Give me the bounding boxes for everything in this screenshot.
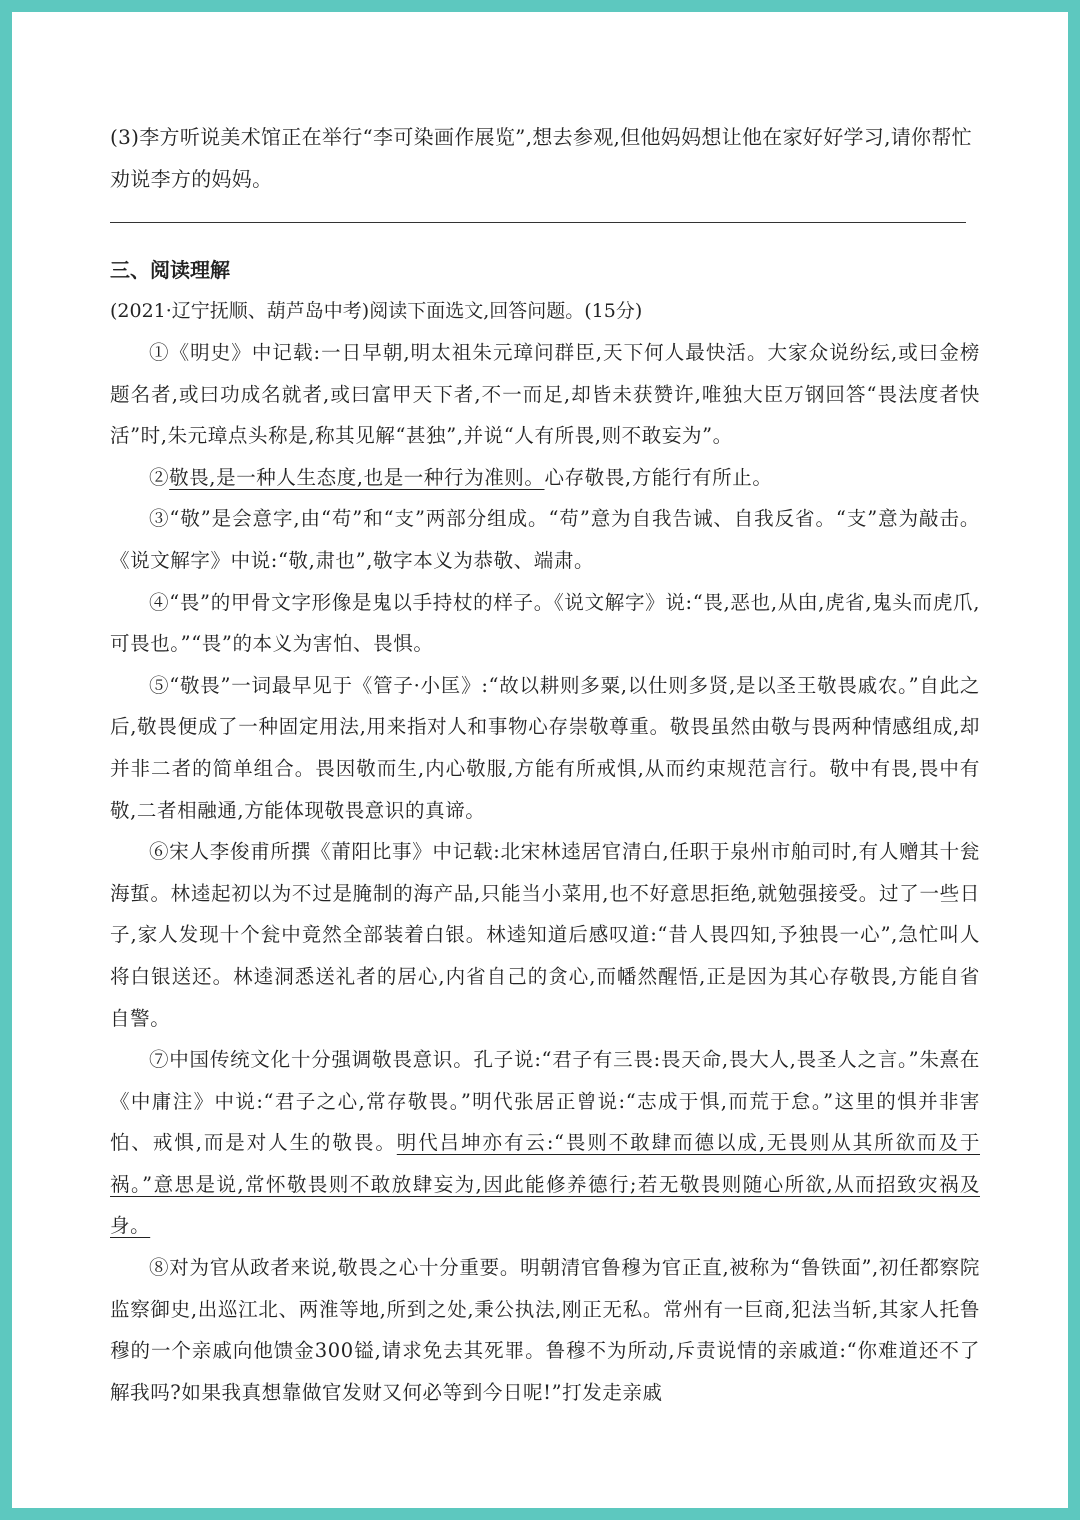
underlined-sentence-7: 明代吕坤亦有云:“畏则不敢肆而德以成,无畏则从其所欲而及于祸。”意思是说,常怀敬畏则不敢放肆妄为,因此能修养德行;若无敬畏则随心所欲,从而招致灾祸及身。 [110, 1131, 980, 1238]
paragraph-3: ③“敬”是会意字,由“苟”和“支”两部分组成。“苟”意为自我告诫、自我反省。“支”意为敲击。《说文解字》中说:“敬,肃也”,敬字本义为恭敬、端肃。 [110, 507, 980, 572]
paragraph-7-text: ⑦中国传统文化十分强调敬畏意识。孔子说:“君子有三畏:畏天命,畏大人,畏圣人之言。”朱熹在《中庸注》中说:“君子之心,常存敬畏。”明代张居正曾说:“志成于惧,而荒于怠。”这里的惧并非害怕、戒惧,而是对人生的敬畏。 [110, 1048, 980, 1155]
paragraph-7 [110, 1039, 980, 1247]
answer-line [110, 222, 966, 223]
underlined-sentence-2: 敬畏,是一种人生态度,也是一种行为准则。 [169, 465, 545, 489]
paragraph-5: ⑤“敬畏”一词最早见于《管子·小匡》:“故以耕则多粟,以仕则多贤,是以圣王敬畏戚农。”自此之后,敬畏便成了一种固定用法,用来指对人和事物心存崇敬尊重。敬畏虽然由敬与畏两种情感组成,却并非二者的简单组合。畏因敬而生,内心敬服,方能有所戒惧,从而约束规范言行。敬中有畏,畏中有敬,二者相融通,方能体现敬畏意识的真谛。 [110, 673, 980, 822]
paragraph-2 [110, 457, 980, 499]
paragraph-2-rest: 心存敬畏,方能行有所止。 [544, 465, 773, 489]
reading-passage [110, 332, 980, 1413]
paragraph-1: ①《明史》中记载:一日早朝,明太祖朱元璋问群臣,天下何人最快活。大家众说纷纭,或曰金榜题名者,或曰功成名就者,或曰富甲天下者,不一而足,却皆未获赞许,唯独大臣万钢回答“畏法度者快活”时,朱元璋点头称是,称其见解“甚独”,并说“人有所畏,则不敢妄为”。 [110, 341, 980, 448]
question-source: (2021·辽宁抚顺、葫芦岛中考)阅读下面选文,回答问题。(15分) [110, 300, 643, 322]
paragraph-6: ⑥宋人李俊甫所撰《莆阳比事》中记载:北宋林逵居官清白,任职于泉州市舶司时,有人赠其十瓮海蜇。林逵起初以为不过是腌制的海产品,只能当小菜用,也不好意思拒绝,就勉强接受。过了一些日子,家人发现十个瓮中竟然全部装着白银。林逵知道后感叹道:“昔人畏四知,予独畏一心”,急忙叫人将白银送还。林逵洞悉送礼者的居心,内省自己的贪心,而幡然醒悟,正是因为其心存敬畏,方能自省自警。 [110, 840, 980, 1030]
paragraph-2-marker: ② [149, 465, 170, 489]
worksheet-page [12, 12, 1068, 1508]
paragraph-8: ⑧对为官从政者来说,敬畏之心十分重要。明朝清官鲁穆为官正直,被称为“鲁铁面”,初任都察院监察御史,出巡江北、两淮等地,所到之处,秉公执法,刚正无私。常州有一巨商,犯法当斩,其家人托鲁穆的一个亲戚向他馈金300镒,请求免去其死罪。鲁穆不为所动,斥责说情的亲戚道:“你难道还不了解我吗?如果我真想靠做官发财又何必等到今日呢!”打发走亲戚 [110, 1256, 980, 1404]
question-3: (3)李方听说美术馆正在举行“李可染画作展览”,想去参观,但他妈妈想让他在家好好学习,请你帮忙劝说李方的妈妈。 [110, 125, 972, 191]
paragraph-4: ④“畏”的甲骨文字形像是鬼以手持杖的样子。《说文解字》说:“畏,恶也,从甶,虎省,鬼头而虎爪,可畏也。”“畏”的本义为害怕、畏惧。 [110, 590, 980, 656]
section-title: 三、阅读理解 [110, 258, 230, 282]
